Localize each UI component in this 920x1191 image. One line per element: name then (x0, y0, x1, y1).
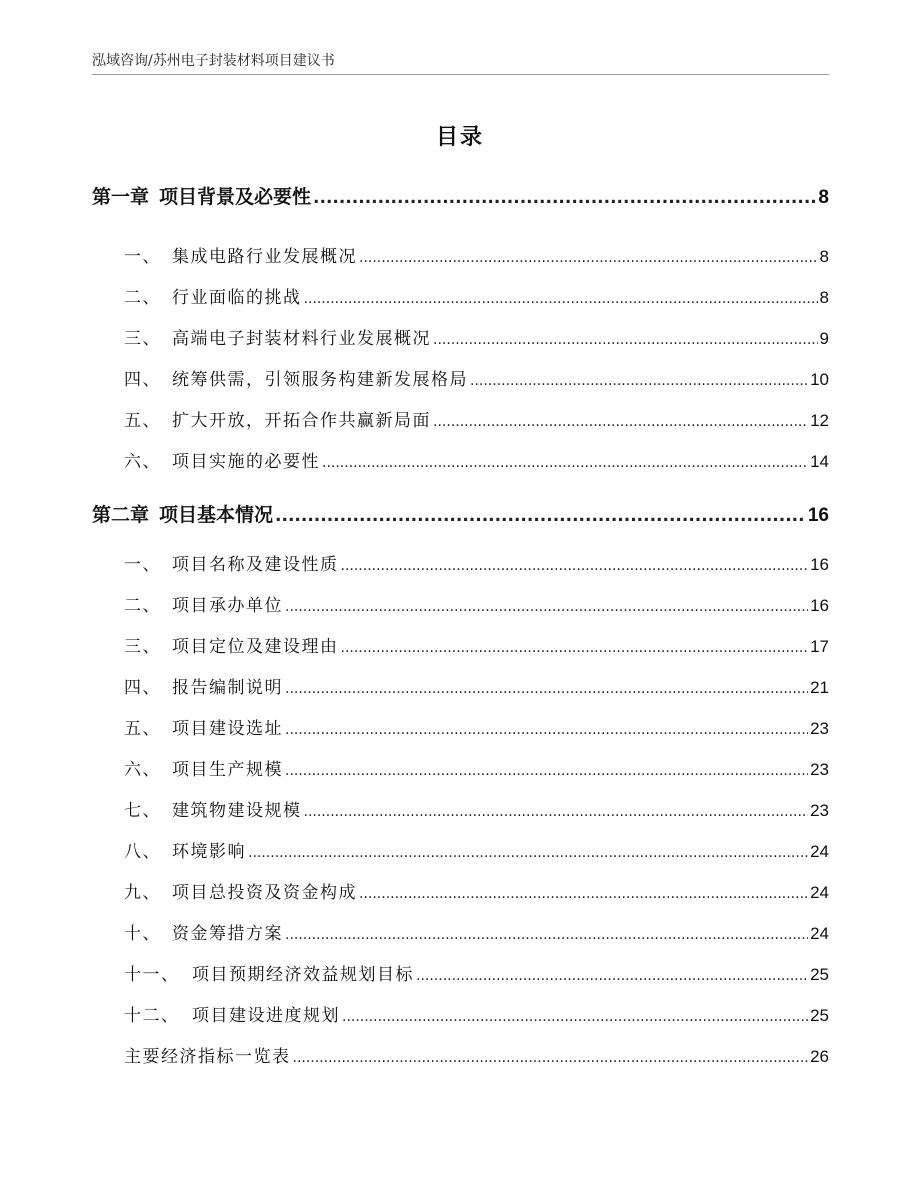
toc-entry-label: 四、 统筹供需，引领服务构建新发展格局 (124, 370, 468, 390)
page-number: 26 (810, 1047, 829, 1066)
toc-entry-label: 二、 行业面临的挑战 (124, 288, 302, 308)
page-number: 16 (807, 505, 829, 526)
page-number: 24 (810, 883, 829, 902)
page-number: 24 (810, 924, 829, 943)
page-number: 24 (810, 842, 829, 861)
toc-entry-label: 一、 集成电路行业发展概况 (124, 247, 357, 267)
toc-entry-label: 五、 项目建设选址 (124, 719, 283, 739)
toc-entry-label: 二、 项目承办单位 (124, 596, 283, 616)
dot-leader (285, 593, 808, 620)
page-number: 12 (810, 411, 829, 430)
toc-entry-label: 第一章 项目背景及必要性 (92, 186, 312, 208)
toc-section[interactable] (124, 880, 829, 906)
toc-section[interactable] (124, 798, 829, 824)
toc-entry-label: 一、 项目名称及建设性质 (124, 555, 339, 575)
dot-leader (304, 285, 818, 312)
toc-section[interactable] (124, 634, 829, 660)
toc-title: 目录 (435, 125, 484, 150)
toc-entry-label: 六、 项目实施的必要性 (124, 452, 320, 472)
toc-entry-label: 九、 项目总投资及资金构成 (124, 883, 357, 903)
page-number: 14 (810, 452, 829, 471)
dot-leader (322, 449, 808, 476)
toc-entry-label: 主要经济指标一览表 (124, 1047, 291, 1067)
dot-leader (470, 367, 808, 394)
toc-section[interactable] (124, 449, 829, 475)
toc-section[interactable] (124, 593, 829, 619)
toc-entry-label: 十、 资金筹措方案 (124, 924, 283, 944)
dot-leader (285, 675, 808, 702)
dot-leader (275, 502, 806, 529)
toc-chapter-1[interactable] (92, 184, 829, 210)
toc-chapter-2[interactable] (92, 502, 829, 528)
dot-leader (285, 921, 808, 948)
toc-entry-label: 三、 高端电子封装材料行业发展概况 (124, 329, 431, 349)
page-number: 8 (819, 247, 829, 266)
toc-section[interactable] (124, 552, 829, 578)
dot-leader (433, 326, 818, 353)
dot-leader (342, 1003, 808, 1030)
page-number: 17 (810, 637, 829, 656)
toc-entry-label: 十一、 项目预期经济效益规划目标 (124, 965, 414, 985)
toc-section[interactable] (124, 757, 829, 783)
dot-leader (304, 798, 809, 825)
page-number: 21 (810, 678, 829, 697)
page-number: 23 (810, 719, 829, 738)
toc-section[interactable] (124, 244, 829, 270)
page-number: 16 (810, 555, 829, 574)
toc-section[interactable] (124, 408, 829, 434)
toc-section[interactable] (124, 367, 829, 393)
page-number: 25 (810, 1006, 829, 1025)
dot-leader (285, 716, 808, 743)
page-number: 23 (810, 760, 829, 779)
toc-section[interactable] (124, 921, 829, 947)
toc-entry-label: 八、 环境影响 (124, 842, 246, 862)
page-number: 10 (810, 370, 829, 389)
toc-entry-label: 五、 扩大开放，开拓合作共赢新局面 (124, 411, 431, 431)
toc-entry-label: 七、 建筑物建设规模 (124, 801, 302, 821)
page-number: 16 (810, 596, 829, 615)
dot-leader (433, 408, 808, 435)
dot-leader (341, 552, 809, 579)
toc-entry-label: 第二章 项目基本情况 (92, 504, 274, 526)
dot-leader (359, 244, 818, 271)
toc-entry-label: 四、 报告编制说明 (124, 678, 283, 698)
page-number: 25 (810, 965, 829, 984)
toc-entry-label: 三、 项目定位及建设理由 (124, 637, 339, 657)
header-divider (92, 74, 829, 75)
toc-section[interactable] (124, 285, 829, 311)
toc-entry-label: 六、 项目生产规模 (124, 760, 283, 780)
dot-leader (359, 880, 808, 907)
dot-leader (285, 757, 808, 784)
toc-section[interactable] (124, 1003, 829, 1029)
toc-section[interactable] (124, 326, 829, 352)
toc-section[interactable] (124, 716, 829, 742)
toc-section[interactable] (124, 962, 829, 988)
running-header: 泓域咨询/苏州电子封装材料项目建议书 (92, 53, 335, 69)
page-number: 8 (819, 288, 829, 307)
dot-leader (293, 1044, 809, 1071)
toc-summary-table[interactable] (124, 1044, 829, 1070)
dot-leader (248, 839, 808, 866)
dot-leader (313, 184, 816, 211)
toc-section[interactable] (124, 839, 829, 865)
toc-entry-label: 十二、 项目建设进度规划 (124, 1006, 340, 1026)
dot-leader (416, 962, 808, 989)
page-number: 23 (810, 801, 829, 820)
toc-section[interactable] (124, 675, 829, 701)
page-number: 9 (819, 329, 829, 348)
page-number: 8 (818, 187, 829, 208)
dot-leader (341, 634, 809, 661)
